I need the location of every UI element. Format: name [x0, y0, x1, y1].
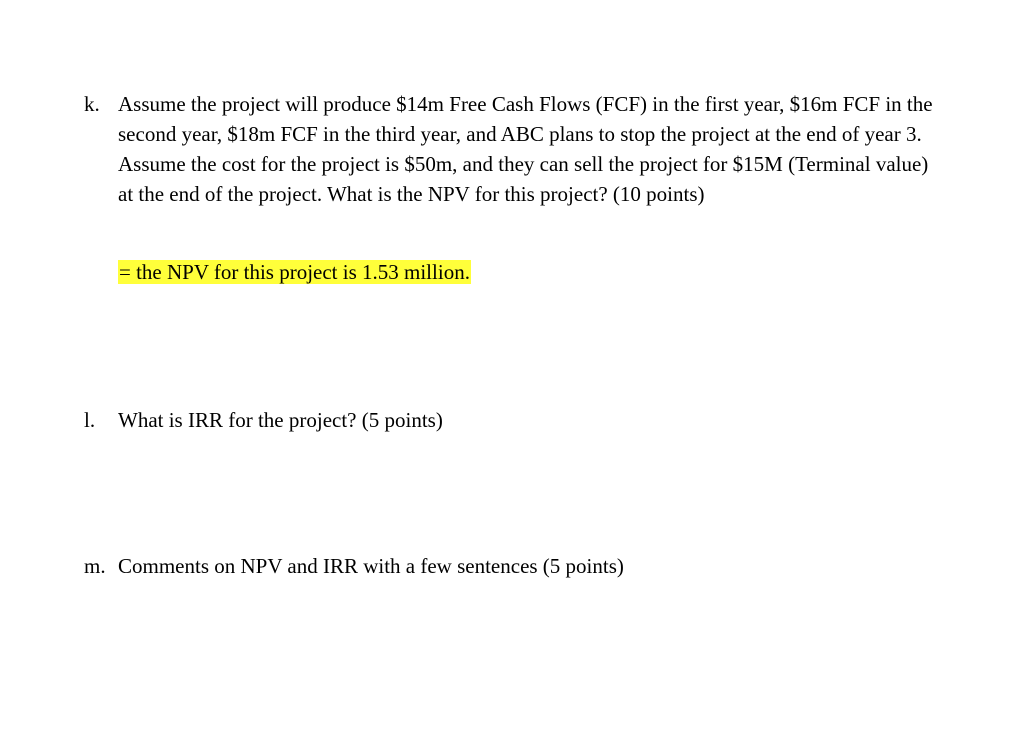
- question-l-marker: l.: [84, 408, 96, 432]
- answer-k: [118, 257, 948, 287]
- answer-k-highlighted-text: = the NPV for this project is 1.53 million.: [119, 260, 470, 284]
- question-l: [84, 405, 948, 435]
- question-k-text: Assume the project will produce $14m Free Cash Flows (FCF) in the first year, $16m FCF in the second year, $18m FCF in the third year, and ABC plans to stop the project at the end of year 3. Assume the cost for the project is $50m, and they can sell the project for $15M (Terminal value) at the end of the project. What is the NPV for this project? (10 points): [118, 92, 933, 206]
- question-k: [84, 89, 948, 209]
- question-m-marker: m.: [84, 554, 106, 578]
- question-k-marker: k.: [84, 92, 100, 116]
- question-l-text: What is IRR for the project? (5 points): [118, 408, 443, 432]
- question-m: [84, 551, 948, 581]
- question-m-text: Comments on NPV and IRR with a few sentences (5 points): [118, 554, 624, 578]
